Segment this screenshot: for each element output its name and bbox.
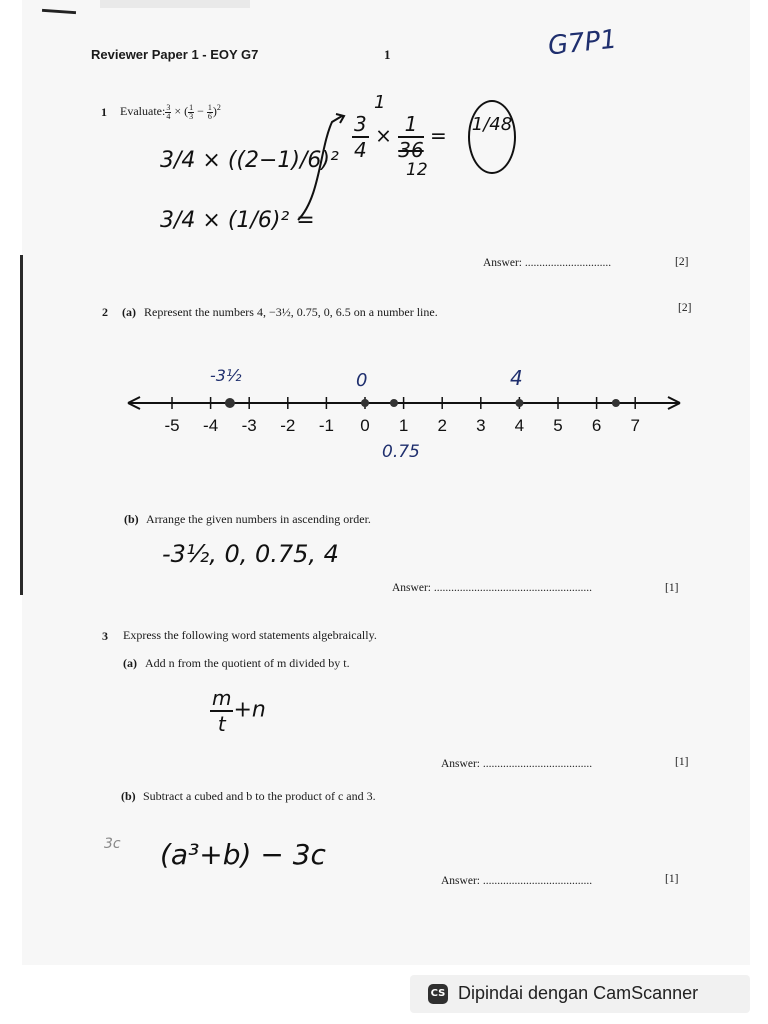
number-line-point — [390, 399, 398, 407]
q3a-working — [210, 686, 266, 736]
q1-working-line1: 3/4 × ((2−1)/6)² — [160, 148, 339, 173]
q3a-working-num: m — [212, 686, 232, 710]
q3a-working-den: t — [217, 712, 226, 736]
camscanner-badge — [410, 975, 750, 1013]
q1-step-num-b: 1 — [398, 112, 423, 138]
q3b-answer-line: Answer: ...................................... — [441, 875, 593, 887]
q1-number: 1 — [101, 105, 107, 119]
q1-expression: $\frac{3}{4}$ × ( $\frac{1}{3}$ − $\frac{1}{6}$ )$^2$ — [166, 102, 221, 121]
q2b-answer-line: Answer: ....................................................... — [392, 582, 592, 594]
q3a-working-tail: +n — [233, 697, 266, 723]
q1-working-line2: 3/4 × (1/6)² = — [160, 208, 315, 233]
q1-label: Evaluate: — [120, 104, 166, 118]
camscanner-text: Dipindai dengan CamScanner — [458, 983, 699, 1003]
q1-marks: [2] — [675, 256, 689, 268]
q1-step-den-a: 4 — [354, 138, 367, 162]
q1-step-reduced: 12 — [406, 160, 428, 180]
nl-label-neg-three-half: -3½ — [210, 366, 242, 385]
number-line-point — [361, 399, 369, 407]
paper-title: Reviewer Paper 1 - EOY G7 — [91, 47, 259, 62]
nl-label-zero: 0 — [356, 370, 368, 391]
number-line-tick-label: 1 — [398, 416, 409, 435]
q1-step-den-b: 36 — [398, 138, 424, 162]
q1-bracket-arrow — [290, 108, 350, 228]
q2-number: 2 — [102, 305, 108, 319]
number-line-tick-label: 5 — [553, 416, 563, 435]
q2b-marks: [1] — [665, 582, 679, 594]
number-line-tick-label: -3 — [241, 416, 257, 435]
number-line-point — [515, 399, 523, 407]
nl-label-zero-point-75: 0.75 — [382, 442, 420, 462]
q3-number: 3 — [102, 629, 108, 643]
q1-prompt — [120, 103, 221, 121]
q3a-answer-line: Answer: ...................................... — [441, 758, 593, 770]
number-line-tick-label: -5 — [164, 416, 180, 435]
q2a-marks: [2] — [678, 302, 692, 314]
q3-text: Express the following word statements algebraically. — [123, 628, 377, 642]
camscanner-icon: CS — [428, 984, 448, 1004]
q2a-label: (a) — [122, 305, 136, 319]
scan-edge-line — [20, 255, 23, 595]
number-line-tick-label: -1 — [318, 416, 334, 435]
page-number: 1 — [384, 47, 391, 62]
number-line-tick-label: 4 — [514, 416, 525, 435]
q3a-text: Add n from the quotient of m divided by t. — [145, 656, 350, 670]
q2b-working: -3½, 0, 0.75, 4 — [162, 540, 339, 568]
number-line-tick-label: 2 — [437, 416, 447, 435]
number-line-tick-label: 7 — [630, 416, 640, 435]
q2a-text: Represent the numbers 4, −3½, 0.75, 0, 6.5 on a number line. — [144, 305, 438, 319]
q3b-marks: [1] — [665, 873, 679, 885]
number-line-tick-label: 0 — [360, 416, 370, 435]
q3a-marks: [1] — [675, 756, 689, 768]
scan-smudge — [100, 0, 250, 8]
q3a-label: (a) — [123, 656, 137, 670]
q1-answer-line: Answer: .............................. — [483, 257, 612, 269]
q3b-text: Subtract a cubed and b to the product of c and 3. — [143, 789, 376, 803]
number-line-tick-label: -4 — [203, 416, 219, 435]
number-line-point — [225, 398, 235, 408]
q3b-label: (b) — [121, 789, 136, 803]
number-line-tick-label: -2 — [280, 416, 296, 435]
handwritten-code: G7P1 — [546, 24, 619, 62]
number-line-tick-label: 3 — [476, 416, 486, 435]
q1-cancel-mark: 1 — [374, 92, 386, 113]
q1-result — [468, 100, 516, 174]
q2b-label: (b) — [124, 512, 139, 526]
q3b-margin-note: 3c — [104, 836, 121, 852]
q1-result-value: 1/48 — [471, 114, 513, 135]
nl-label-four: 4 — [510, 366, 523, 390]
q3b-working: (a³+b) − 3c — [160, 838, 326, 871]
number-line-tick-label: 6 — [591, 416, 602, 435]
q2b-text: Arrange the given numbers in ascending order. — [146, 512, 371, 526]
q1-step-num-a: 3 — [354, 112, 367, 136]
q1-step: $\frac{3}{4}$ × $\frac{1}{36}$ = — [354, 112, 447, 162]
number-line-point — [612, 399, 620, 407]
